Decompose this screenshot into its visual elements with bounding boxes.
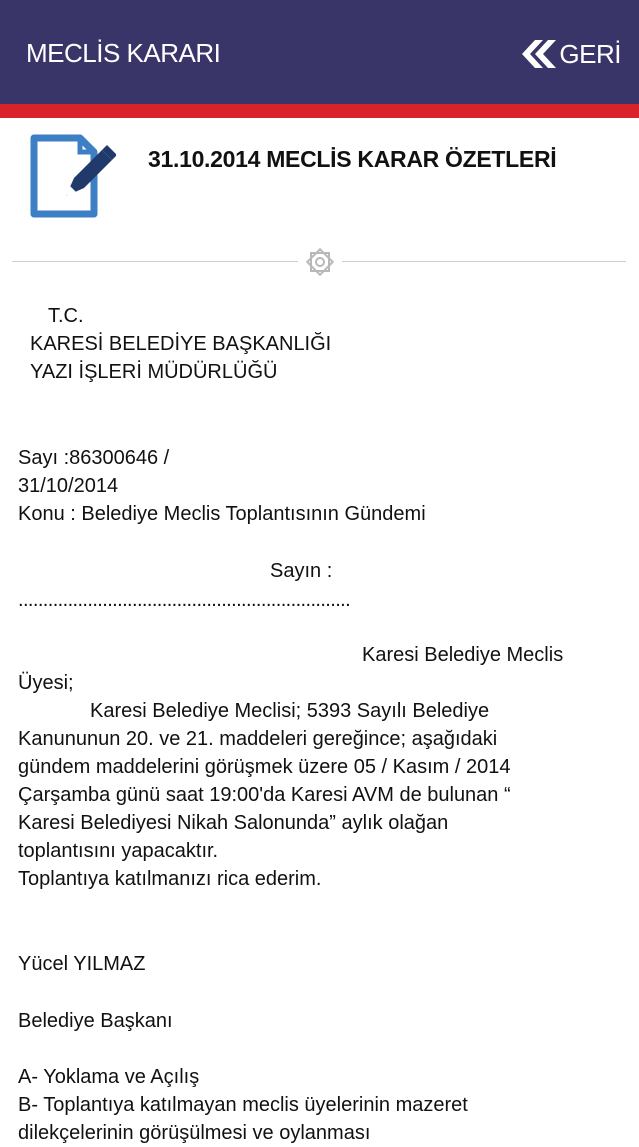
body-line-6: toplantısını yapacaktır. [18,840,219,862]
body-line-2: Kanununun 20. ve 21. maddeleri gereğince; aşağıdaki [18,728,498,750]
back-button-label: GERİ [559,38,621,69]
header-accent-stripe [0,104,639,118]
agenda-item-b: B- Toplantıya katılmayan meclis üyelerinin mazeret [18,1094,468,1116]
signer-title: Belediye Başkanı [18,1010,173,1032]
divider-left [12,261,298,262]
recipient-line-2: Üyesi; [18,672,74,694]
agenda-item-b-continued: dilekçelerinin görüşülmesi ve oylanması [18,1122,371,1144]
org-line-1: T.C. [48,305,84,327]
signer-name: Yücel YILMAZ [18,953,146,975]
body-line-1: Karesi Belediye Meclisi; 5393 Sayılı Belediye [90,700,490,722]
body-line-5: Karesi Belediyesi Nikah Salonunda” aylık olağan [18,812,449,834]
header-title: MECLİS KARARI [26,38,221,68]
org-line-3: YAZI İŞLERİ MÜDÜRLÜĞÜ [30,361,278,383]
body-line-3: gündem maddelerini görüşmek üzere 05 / Kasım / 2014 [18,756,511,778]
agenda-item-a: A- Yoklama ve Açılış [18,1066,200,1088]
sayi-line-2: 31/10/2014 [18,475,119,497]
org-line-2: KARESİ BELEDİYE BAŞKANLIĞI [30,333,332,355]
recipient-dots: ................................................................... [18,589,351,611]
recipient-line-1: Karesi Belediye Meclis [362,644,564,666]
page-title: 31.10.2014 MECLİS KARAR ÖZETLERİ [148,146,557,172]
sayi-line-1: Sayı :86300646 / [18,447,170,469]
body-line-7: Toplantıya katılmanızı rica ederim. [18,868,322,890]
konu-line: Konu : Belediye Meclis Toplantısının Gündemi [18,503,426,525]
document-edit-icon [26,134,116,227]
body-line-4: Çarşamba günü saat 19:00'da Karesi AVM de bulunan “ [18,784,511,806]
double-chevron-left-icon [521,39,557,69]
sayin-line: Sayın : [270,560,333,582]
back-button[interactable] [521,36,621,72]
ornament-icon [302,244,338,285]
divider-right [342,261,626,262]
